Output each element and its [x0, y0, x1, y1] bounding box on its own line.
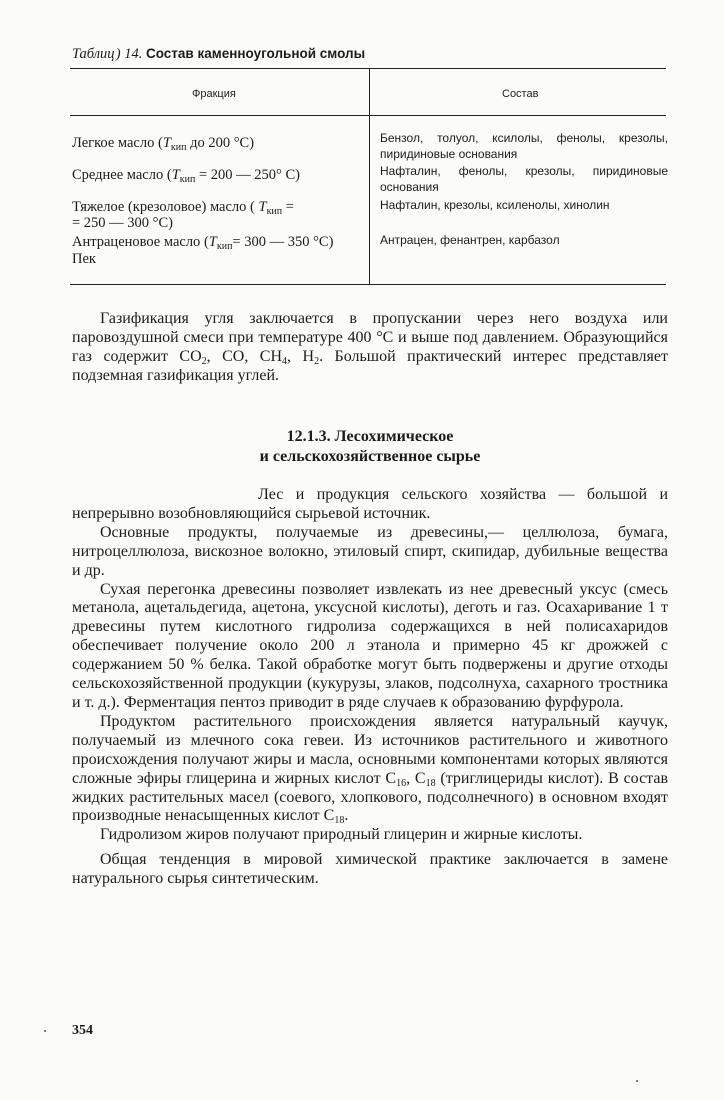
table-title: Состав каменноугольной смолы — [145, 46, 366, 61]
page-number: 354 — [72, 1023, 93, 1038]
table-row-2-composition: Нафталин, фенолы, крезолы, пиридиновые основания — [380, 164, 668, 194]
gasification-paragraph: Газификация угля заключается в пропускании через него воздуха или паровоздушной смеси при температуре 400 °C и выше под давлением. Образующийся газ содержит $CO_2$, CO, $CH_4$, $H_2$. Большой практический интерес представляет подземная газификация углей. — [72, 310, 668, 384]
paragraph-2: Основные продукты, получаемые из древесины,— целлюлоза, бумага, нитроцеллюлоза, вискозное волокно, этиловый спирт, скипидар, дубильные вещества и др. — [72, 523, 668, 579]
table-row-3-fraction: Тяжелое (крезоловое) масло ( $T_{кип}$ = = 250 — 300 °C) — [72, 199, 294, 231]
paragraph-1: Лес и продукция сельского хозяйства — большой и непрерывно возобновляющийся сырьевой источник. — [72, 486, 668, 522]
table-row-1-composition: Бензол, толуол, ксилолы, фенолы, крезолы, пиридиновые основания — [380, 131, 668, 161]
table-bottom-rule — [70, 284, 666, 285]
table-column-divider — [369, 68, 370, 284]
table-row-3-composition: Нафталин, крезолы, ксиленолы, хинолин — [380, 198, 610, 212]
table-number: Таблиц ​) 14. — [72, 46, 143, 62]
table-row-4-composition: Антрацен, фенантрен, карбазол — [380, 233, 560, 247]
table-row-1-fraction: Легкое масло ($T_{кип}$ до 200 °C) — [72, 135, 255, 153]
table-row-5-fraction: Пек — [72, 251, 96, 267]
table-row-2-fraction: Среднее масло ($T_{кип} = 200$ — 250° С) — [72, 167, 300, 185]
table-top-rule — [70, 68, 666, 69]
body-text — [72, 486, 668, 889]
section-heading-line-2: и сельскохозяйственное сырье — [259, 448, 481, 465]
paragraph-4: Продуктом растительного происхождения является натуральный каучук, получаемый из млечного сока гевеи. Из источников растительного и животного происхождения получают жиры и масла, основными компонентами которых являются сложные эфиры глицерина и жирных кислот $C_{16}$, $C_{18}$ (триглицериды кислот). В состав жидких растительных масел (соевого, хлопкового, подсолнечного) в основном входят производные ненасыщенных кислот $C_{18}$. — [72, 712, 669, 827]
table-row-4-fraction: Антраценовое масло ($T_{кип}= 300$ — 350 °C) — [72, 234, 334, 252]
paragraph-5: Гидролизом жиров получают природный глицерин и жирные кислоты. — [100, 826, 583, 844]
section-heading-line-1: 12.1.3. Лесохимическое — [286, 428, 454, 445]
scan-speck — [44, 1030, 46, 1032]
table-header-rule — [70, 115, 666, 116]
paragraph-3: Сухая перегонка древесины позволяет извлекать из нее древесный уксус (смесь метанола, ацетальдегида, ацетона, уксусной кислоты), деготь и газ. Осахаривание 1 т древесины путем кислотного гидролиза содержащихся в ней полисахаридов обеспечивает получение около 200 л этанола и примерно 45 кг дрожжей с содержанием 50 % белка. Такой обработке могут быть подвержены и другие отходы сельскохозяйственной продукции (кукурузы, злаков, подсолнуха, сахарного тростника и т. д.). Ферментация пентоз приводит в ряде случаев к образованию фурфурола. — [72, 580, 668, 711]
scan-speck — [636, 1080, 638, 1082]
table-caption — [72, 46, 672, 63]
paragraph-6: Общая тенденция в мировой химической практике заключается в замене натурального сырья синтетическим. — [72, 851, 668, 888]
section-heading — [72, 427, 668, 467]
table-header-composition: Состав — [502, 88, 539, 100]
table-header-fraction: Фракция — [192, 88, 236, 100]
